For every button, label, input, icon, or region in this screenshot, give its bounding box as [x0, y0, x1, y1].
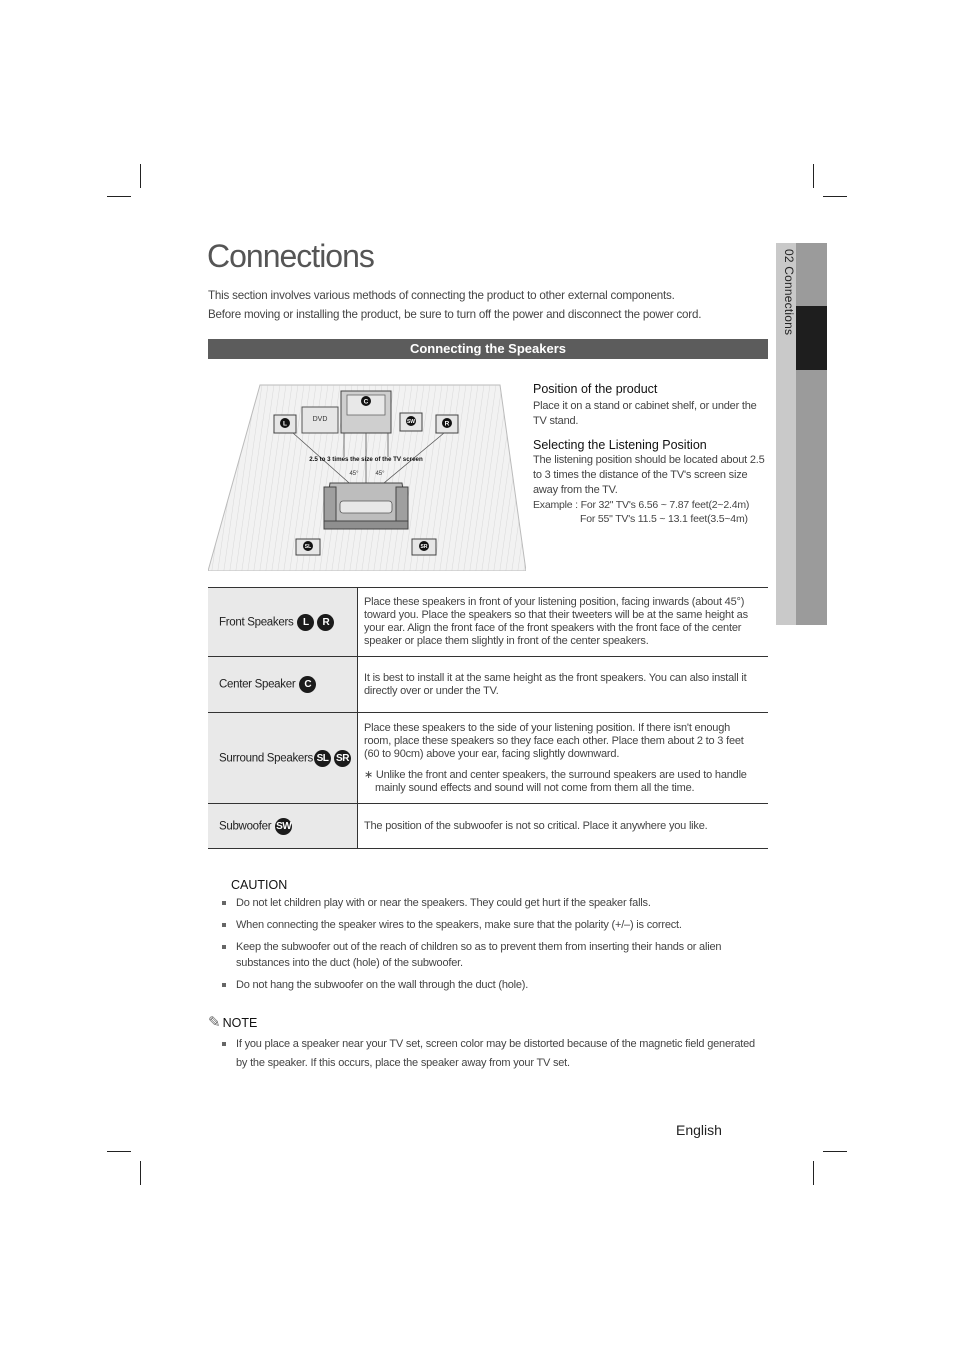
note-list [221, 1035, 768, 1072]
note-header [208, 1013, 768, 1031]
speaker-desc: It is best to install it at the same height as the front speakers. You can also install it directly over or under the TV. [358, 657, 769, 713]
caution-title: CAUTION [231, 878, 288, 892]
caution-text: Keep the subwoofer out of the reach of children so as to prevent them from inserting their hands or alien substances into the duct (hole) of the subwoofer. [236, 941, 722, 969]
footer-language: English [676, 1122, 722, 1138]
speaker-name-cell [208, 588, 358, 657]
bullet-icon [222, 1042, 226, 1046]
bullet-icon [222, 945, 226, 949]
crop-mark [107, 196, 131, 197]
crop-mark [813, 1161, 814, 1185]
caution-section [221, 878, 769, 1000]
badge-c-label: C [363, 398, 369, 406]
crop-mark [823, 1151, 847, 1152]
intro-line: This section involves various methods of connecting the product to other external components. [208, 289, 675, 302]
badge-r-label: R [444, 420, 450, 428]
badge-sw: SW [275, 818, 292, 835]
crop-mark [823, 196, 847, 197]
note-title: NOTE [222, 1016, 258, 1030]
speaker-name: Center Speaker [219, 678, 296, 691]
speaker-name-cell [208, 657, 358, 713]
sofa [324, 483, 408, 529]
side-tab-marker [796, 306, 827, 370]
speaker-table [208, 587, 768, 849]
side-tab-strip [796, 243, 827, 625]
speaker-desc: Place these speakers to the side of your listening position. If there isn't enough room, place these speakers so they face each other. Place them about 2 to 3 feet (60 to 90cm) above your ear, facing slightly downward. [364, 721, 744, 760]
distance-label: 2.5 to 3 times the size of the TV screen [309, 456, 423, 463]
bullet-icon [222, 901, 226, 905]
listening-heading: Selecting the Listening Position [533, 438, 707, 452]
listening-text: The listening position should be located about 2.5 to 3 times the distance of the TV's screen size away from the TV. [533, 454, 765, 496]
pencil-icon: ✎ [208, 1014, 221, 1031]
speaker-name: Surround Speakers [219, 752, 313, 765]
caution-text: When connecting the speaker wires to the speakers, make sure that the polarity (+/–) is correct. [236, 919, 682, 931]
caution-text: Do not let children play with or near the speakers. They could get hurt if the speaker falls. [236, 897, 651, 909]
chapter-side-tab [776, 243, 827, 625]
intro-text [208, 287, 768, 324]
list-item [221, 918, 769, 934]
badge-l-label: L [283, 420, 287, 428]
bullet-icon [222, 923, 226, 927]
badge-c: C [299, 676, 316, 693]
badge-sr-label: SR [420, 544, 428, 550]
list-item [221, 978, 769, 994]
speaker-name: Front Speakers [219, 616, 294, 629]
crop-mark [140, 164, 141, 188]
caution-text: Do not hang the subwoofer on the wall through the duct (hole). [236, 978, 529, 991]
crop-mark [813, 164, 814, 188]
position-info [533, 382, 769, 526]
table-row [208, 588, 768, 657]
badge-sl-label: SL [304, 544, 312, 550]
caution-list [221, 896, 769, 993]
angle-right-label: 45° [375, 471, 385, 477]
example-line: Example : For 32" TV's 6.56 ~ 7.87 feet(2~2.4m) [533, 499, 750, 511]
speaker-name-cell [208, 713, 358, 804]
note-text: If you place a speaker near your TV set, screen color may be distorted because of the magnetic field generated by the speaker. If this occurs, place the speaker away from your TV set. [236, 1038, 755, 1069]
speaker-placement-diagram [208, 383, 526, 571]
position-heading: Position of the product [533, 382, 658, 396]
side-tab-label: 02 Connections [782, 249, 796, 336]
surround-note: ∗ Unlike the front and center speakers, the surround speakers are used to handle mainly sound effects and sound will not come from them all the time. [364, 768, 747, 794]
badge-sr: SR [334, 750, 351, 767]
note-section [208, 1013, 768, 1079]
table-row [208, 804, 768, 849]
bullet-icon [222, 983, 226, 987]
speaker-desc: Place these speakers in front of your listening position, facing inwards (about 45°) toward you. Place the speakers so that their tweeters will be at the same height as your ear. Align the front face of the front speakers with the front face of the center speaker or place them slightly in front of the center speakers. [358, 588, 769, 657]
badge-l: L [297, 614, 314, 631]
section-header: Connecting the Speakers [208, 339, 768, 359]
speaker-name-cell [208, 804, 358, 849]
crop-mark [107, 1151, 131, 1152]
list-item [221, 896, 769, 912]
intro-line: Before moving or installing the product, be sure to turn off the power and disconnect the power cord. [208, 307, 702, 321]
page-title: Connections [207, 238, 374, 274]
speaker-desc-cell [358, 713, 769, 804]
dvd-label: DVD [312, 416, 328, 423]
list-item [221, 940, 769, 971]
speaker-name: Subwoofer [219, 820, 272, 833]
badge-sw-label: SW [406, 419, 416, 425]
badge-sl: SL [314, 750, 331, 767]
speaker-desc: The position of the subwoofer is not so critical. Place it anywhere you like. [358, 804, 769, 849]
crop-mark [140, 1161, 141, 1185]
list-item [221, 1035, 768, 1072]
badge-r: R [317, 614, 334, 631]
table-row [208, 713, 768, 804]
table-row [208, 657, 768, 713]
angle-left-label: 45° [349, 471, 359, 477]
example-line: For 55" TV's 11.5 ~ 13.1 feet(3.5~4m) [580, 513, 748, 525]
position-text: Place it on a stand or cabinet shelf, or under the TV stand. [533, 400, 757, 427]
